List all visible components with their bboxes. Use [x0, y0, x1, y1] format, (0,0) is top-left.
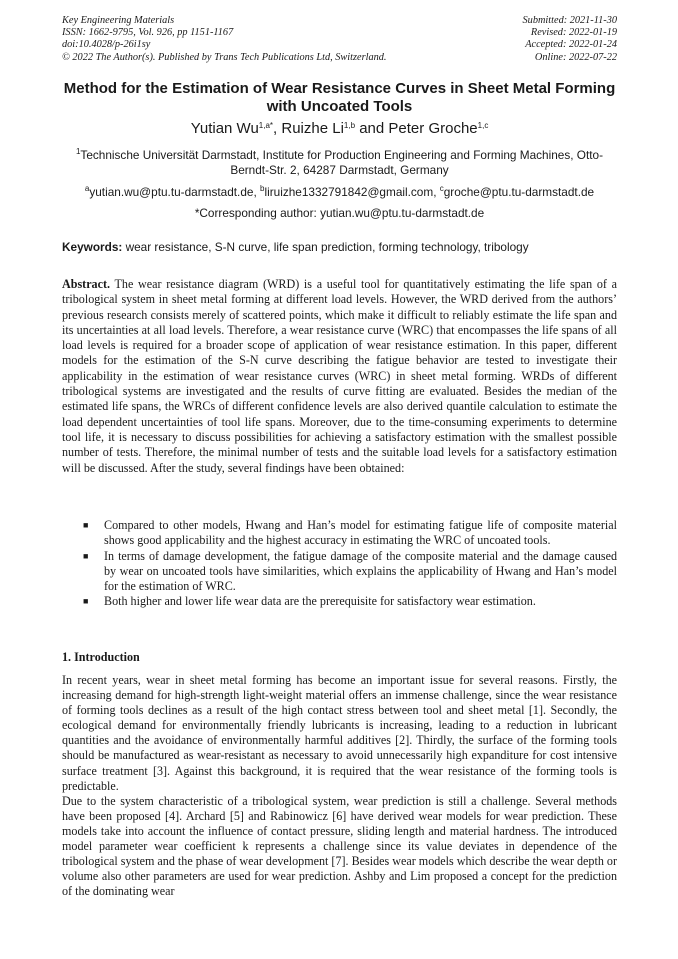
- journal-name: Key Engineering Materials: [62, 15, 175, 26]
- paragraph: Due to the system characteristic of a tribological system, wear prediction is still a challenge. Several methods have been proposed [4]. Archard [5] and Rabinowicz [6] have derived wear models for wear prediction. These models take into account the influence of contact pressure, sliding length and material hardness. The introduced model parameter wear coefficient k represents a challenge since its value deviates in dependence of the tribological system and the phase of wear development [7]. Besides wear models which describe the wear depth or volume also other parameters are used for wear prediction. Ashby and Lim proposed a concept for the prediction of the dominating wear: [62, 793, 617, 899]
- corresponding-author: *Corresponding author: yutian.wu@ptu.tu-darmstadt.de: [194, 206, 485, 220]
- keywords: [62, 240, 617, 255]
- paragraph: In recent years, wear in sheet metal forming has become an important issue for several reasons. Firstly, the increasing demand for high-strength light-weight material offers an immense challenge, since the wear resistance of forming tools declines as a result of the high contact stress between tool and sheet metal [1]. Secondly, the ecological demand for environmentally friendly lubricants is increasing, leading to a reduction in lubricant quantities and the avoidance of environmentally harmful additives [2]. Thirdly, the surface of the forming tools should be manufactured as wear-resistant as necessary to avoid unnecessarily high expanditure for cost intensive surface treatment [3]. Against this background, it is required that the wear resistance of the forming tools is predictable.: [62, 673, 617, 793]
- journal-header: [62, 15, 617, 64]
- header-left: [62, 15, 402, 64]
- header-right: [417, 15, 617, 64]
- email-link[interactable]: groche@ptu.tu-darmstadt.de: [443, 185, 595, 199]
- author-superscript: 1,a*: [258, 121, 274, 130]
- doi-line[interactable]: doi:10.4028/p-26i1sy: [62, 39, 151, 51]
- email-separator: ,: [433, 185, 440, 199]
- author-separator: ,: [273, 120, 282, 137]
- copyright-line: © 2022 The Author(s). Published by Trans Tech Publications Ltd, Switzerland.: [62, 51, 387, 63]
- list-item: [62, 594, 617, 609]
- author-list: [62, 120, 617, 138]
- bullet-square-icon: ■: [83, 550, 89, 561]
- author-separator: and: [355, 120, 389, 137]
- keywords-label: Keywords:: [62, 240, 123, 254]
- online-date: Online: 2022-07-22: [534, 51, 617, 63]
- revised-date: Revised: 2022-01-19: [530, 27, 617, 39]
- keywords-text: wear resistance, S-N curve, life span prediction, forming technology, tribology: [122, 240, 529, 254]
- list-item-text: Compared to other models, Hwang and Han’s model for estimating fatigue life of composite material shows good applicability and the highest accuracy in estimating the WRC of uncoated tools.: [104, 518, 617, 548]
- affiliation-text: Technische Universität Darmstadt, Institute for Production Engineering and Forming Machines, Otto-Berndt-Str. 2, 64287 Darmstadt, Germany: [80, 148, 604, 177]
- author-superscript: 1,b: [343, 121, 356, 130]
- findings-list: [62, 518, 617, 610]
- issn-line: ISSN: 1662-9795, Vol. 926, pp 1151-1167: [62, 27, 234, 39]
- email-separator: ,: [253, 185, 261, 199]
- affiliation-superscript: 1: [75, 147, 81, 156]
- abstract: [62, 277, 617, 476]
- email-superscript: b: [260, 184, 265, 193]
- email-superscript: c: [439, 184, 444, 193]
- section-body: [62, 673, 617, 899]
- email-link[interactable]: yutian.wu@ptu.tu-darmstadt.de: [89, 185, 254, 199]
- abstract-label: Abstract.: [62, 277, 111, 291]
- list-item: [62, 518, 617, 549]
- list-item-text: Both higher and lower life wear data are the prerequisite for satisfactory wear estimation.: [104, 594, 536, 609]
- accepted-date: Accepted: 2022-01-24: [525, 39, 617, 51]
- author-name: Ruizhe Li: [281, 120, 344, 137]
- author-name: Yutian Wu: [190, 120, 259, 137]
- list-item: [62, 549, 617, 595]
- email-superscript: a: [84, 184, 90, 193]
- email-link[interactable]: liruizhe1332791842@gmail.com: [264, 185, 434, 199]
- abstract-text: The wear resistance diagram (WRD) is a useful tool for quantitatively estimating the life span of a tribological system in sheet metal forming at different load levels. However, the WRD derived from the authors’ previous research consists merely of scattered points, which make it difficult to reliably estimate the life span and its uncertainties at all load levels. Therefore, a wear resistance curve (WRC) that encompasses the life spans of all load levels is required for a broader scope of application of wear resistance estimation. In this paper, different models for the estimation of the S-N curve describing the fatigue behavior are tested to investigate their applicability in the estimation of wear resistance curves (WRC) in sheet metal forming. WRDs of different tribological systems are investigated and the results of curve fitting are evaluated. Besides the median of the estimated life spans, the WRCs of different confidence levels are also derived quantile calculation to estimate the load dependent uncertainties of tool life spans. Moreover, due to the time-consuming experiments to determine tool life, it is necessary to discuss possibilities for achieving a satisfactory estimation with the smallest possible number of tests. Therefore, the minimal number of tests and the suitable load levels for a satisfactory estimation will be discussed. After the study, several findings have been obtained:: [62, 277, 617, 475]
- bullet-square-icon: ■: [83, 520, 89, 530]
- bullet-square-icon: ■: [83, 596, 89, 607]
- submitted-date: Submitted: 2021-11-30: [522, 15, 617, 26]
- author-superscript: 1,c: [477, 121, 489, 130]
- affiliation: [62, 148, 617, 178]
- email-list: [62, 185, 617, 200]
- paper-title: Method for the Estimation of Wear Resistance Curves in Sheet Metal Forming with Uncoated Tools: [63, 80, 616, 115]
- list-item-text: In terms of damage development, the fatigue damage of the composite material and the damage caused by wear on uncoated tools have similarities, which explains the applicability of Hwang and Han’s model for the estimation of WRC.: [104, 548, 617, 594]
- section-heading: 1. Introduction: [62, 650, 140, 664]
- author-name: Peter Groche: [388, 120, 478, 137]
